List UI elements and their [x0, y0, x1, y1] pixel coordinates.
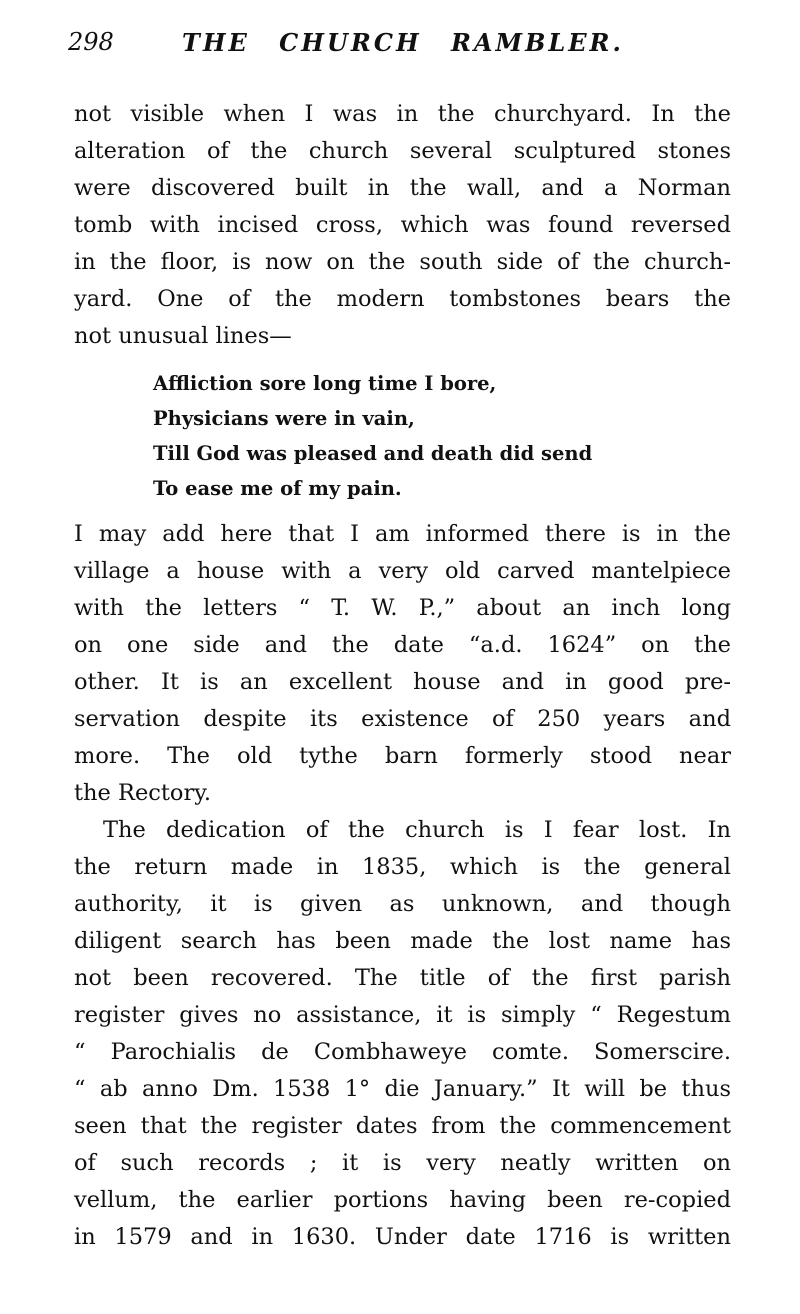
page-number: 298	[68, 28, 114, 56]
text-line: were discovered built in the wall, and a Norman	[74, 175, 731, 201]
text-line: with the letters “ T. W. P.,” about an inch long	[74, 595, 731, 621]
text-line: in 1579 and in 1630. Under date 1716 is written	[74, 1224, 731, 1250]
text-line: not visible when I was in the churchyard. In the	[74, 101, 731, 127]
running-title: THE CHURCH RAMBLER.	[182, 28, 624, 57]
text-line: on one side and the date “a.d. 1624” on the	[74, 632, 731, 658]
verse-line: Till God was pleased and death did send	[153, 442, 593, 465]
text-line: seen that the register dates from the commencement	[74, 1113, 731, 1139]
text-line: register gives no assistance, it is simply “ Regestum	[74, 1002, 731, 1028]
text-line: alteration of the church several sculptured stones	[74, 138, 731, 164]
running-header	[68, 24, 628, 64]
text-line: tomb with incised cross, which was found reversed	[74, 212, 731, 238]
text-line: other. It is an excellent house and in good pre-	[74, 669, 731, 695]
text-line: “ ab anno Dm. 1538 1° die January.” It will be thus	[74, 1076, 731, 1102]
text-line: in the floor, is now on the south side of the church-	[74, 249, 731, 275]
text-line: vellum, the earlier portions having been re-copied	[74, 1187, 731, 1213]
verse-line: To ease me of my pain.	[153, 477, 402, 500]
text-line: “ Parochialis de Combhaweye comte. Somerscire.	[74, 1039, 731, 1065]
text-line: The dedication of the church is I fear lost. In	[103, 817, 731, 843]
text-line: I may add here that I am informed there is in the	[74, 521, 731, 547]
text-line: the return made in 1835, which is the general	[74, 854, 731, 880]
text-line: authority, it is given as unknown, and though	[74, 891, 731, 917]
text-line: yard. One of the modern tombstones bears the	[74, 286, 731, 312]
verse-line: Affliction sore long time I bore,	[153, 372, 497, 395]
text-line: the Rectory.	[74, 780, 212, 806]
text-line: village a house with a very old carved mantelpiece	[74, 558, 731, 584]
verse-line: Physicians were in vain,	[153, 407, 415, 430]
text-line: more. The old tythe barn formerly stood near	[74, 743, 731, 769]
text-line: diligent search has been made the lost name has	[74, 928, 731, 954]
text-line: not unusual lines—	[74, 323, 292, 349]
text-line: servation despite its existence of 250 years and	[74, 706, 731, 732]
text-line: not been recovered. The title of the first parish	[74, 965, 731, 991]
text-line: of such records ; it is very neatly written on	[74, 1150, 731, 1176]
